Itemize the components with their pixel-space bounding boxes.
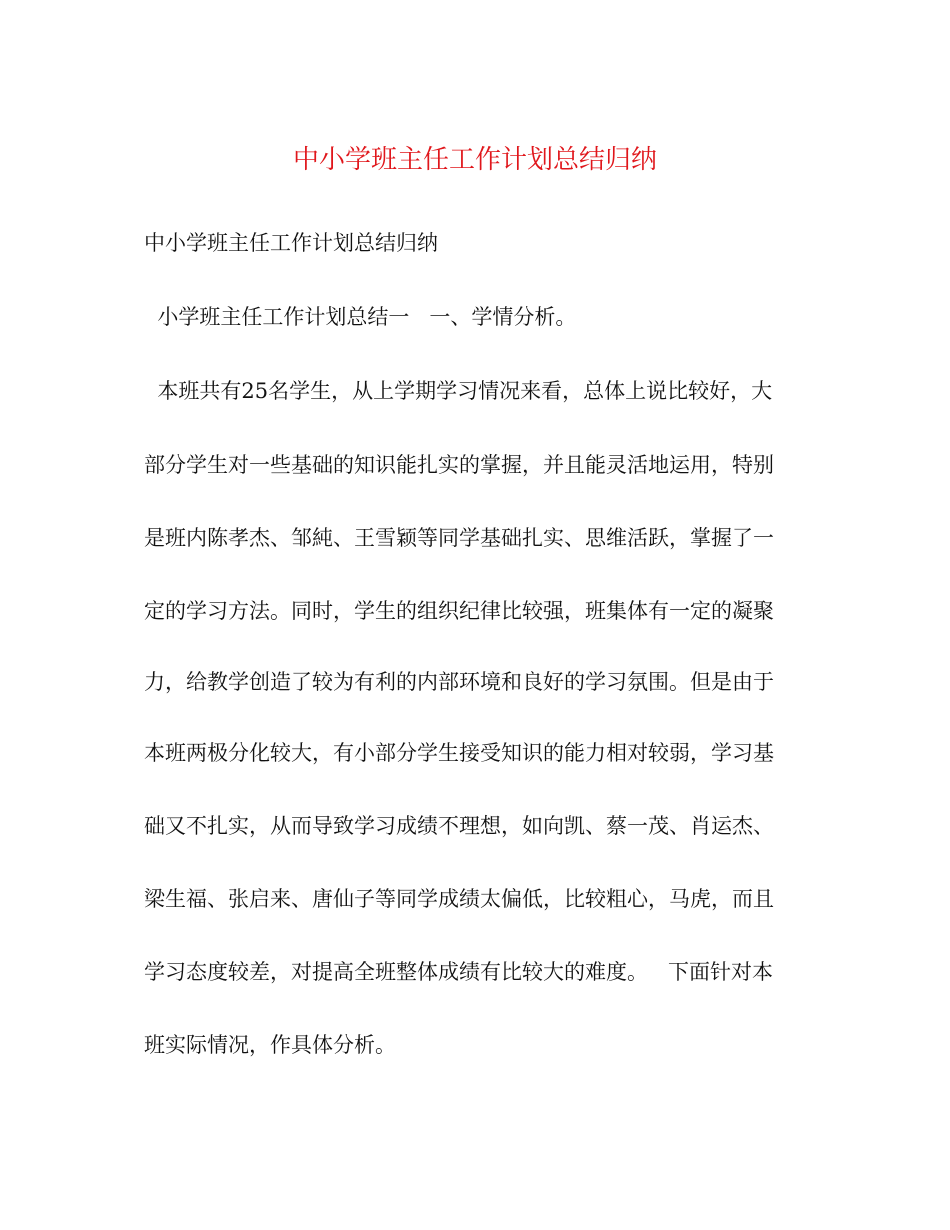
document-heading: 中小学班主任工作计划总结归纳 [144,231,438,255]
paragraph-line-2: 部分学生对一些基础的知识能扎实的掌握，并且能灵活地运用，特别 [144,453,774,477]
section-line: 小学班主任工作计划总结一 一、学情分析。 [144,305,577,329]
paragraph-line-6: 本班两极分化较大，有小部分学生接受知识的能力相对较弱，学习基 [144,741,774,765]
paragraph-line-1: 本班共有25名学生，从上学期学习情况来看，总体上说比较好，大 [144,379,773,403]
paragraph-line-10: 班实际情况，作具体分析。 [144,1033,396,1057]
paragraph-line-9: 学习态度较差，对提高全班整体成绩有比较大的难度。 下面针对本 [144,960,774,984]
paragraph-line-5: 力，给教学创造了较为有利的内部环境和良好的学习氛围。但是由于 [144,670,774,694]
paragraph-line-4: 定的学习方法。同时，学生的组织纪律比较强，班集体有一定的凝聚 [144,599,774,623]
document-title: 中小学班主任工作计划总结归纳 [292,145,657,175]
paragraph-line-3: 是班内陈孝杰、邹純、王雪颖等同学基础扎实、思维活跃，掌握了一 [144,526,774,550]
paragraph-line-7: 础又不扎实，从而导致学习成绩不理想，如向凯、蔡一茂、肖运杰、 [144,814,774,838]
paragraph-line-8: 梁生福、张启来、唐仙子等同学成绩太偏低，比较粗心，马虎，而且 [144,887,774,911]
